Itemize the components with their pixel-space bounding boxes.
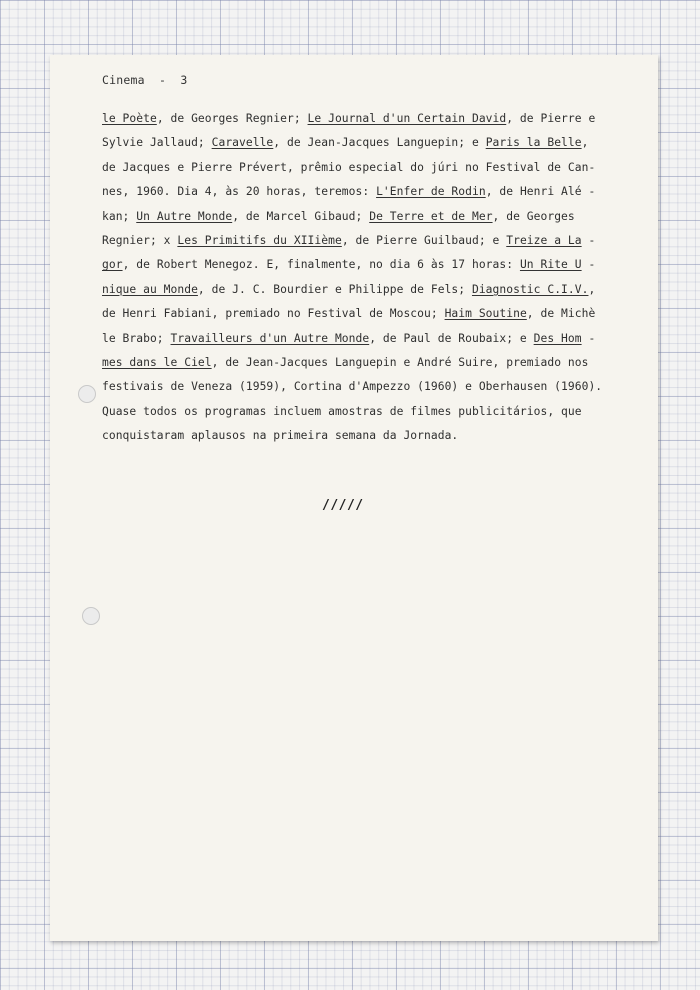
text-run: - (581, 233, 596, 247)
film-title: Les Primitifs du XIIième (177, 233, 342, 247)
text-run: kan; (102, 209, 137, 223)
text-run: le Brabo; (102, 331, 171, 345)
text-line (102, 205, 630, 229)
film-title: Caravelle (211, 136, 274, 150)
text-line (102, 375, 630, 399)
text-run: , de Jean-Jacques Languepin; e (273, 136, 486, 150)
text-run: , de Paul de Roubaix; e (369, 331, 534, 345)
film-title: Travailleurs d'un Autre Monde (170, 331, 370, 345)
text-line (102, 424, 630, 448)
text-run: Regnier; x (102, 233, 178, 247)
text-line (102, 278, 630, 302)
film-title: nique au Monde (102, 282, 198, 296)
film-title: Treize a La (506, 233, 582, 247)
text-run: conquistaram aplausos na primeira semana da Jornada. (102, 429, 459, 443)
film-title: L'Enfer de Rodin (376, 185, 486, 199)
film-title: le Poète (102, 112, 157, 125)
text-line (102, 156, 630, 180)
text-run: Sylvie Jallaud; (102, 136, 212, 150)
text-run: , (581, 136, 589, 150)
text-line (102, 327, 630, 351)
text-line (102, 302, 630, 326)
text-run: , de Michè (526, 307, 596, 321)
text-run: , de J. C. Bourdier e Philippe de Fels; (197, 282, 472, 296)
document-sheet (50, 55, 658, 941)
text-run: , de Jean-Jacques Languepin e André Suire, premiado nos (211, 355, 589, 369)
text-run: Quase todos os programas incluem amostras de filmes publicitários, que (102, 404, 582, 418)
text-run: , de Pierre Guilbaud; e (341, 233, 507, 247)
text-run: de Jacques e Pierre Prévert, prêmio especial do júri no Festival de Can- (102, 160, 596, 174)
film-title: Un Autre Monde (136, 209, 233, 223)
text-run: , de Pierre e (506, 112, 596, 125)
text-line (102, 229, 630, 253)
text-line (102, 131, 630, 155)
film-title: Le Journal d'un Certain David (307, 112, 507, 125)
page-header: Cinema - 3 (102, 73, 188, 87)
text-run: , (588, 282, 596, 296)
text-run: de Henri Fabiani, premiado no Festival de Moscou; (102, 307, 445, 321)
text-run: - (581, 258, 596, 272)
film-title: Haim Soutine (444, 307, 527, 321)
closing-marks: ///// (322, 498, 364, 513)
text-run: , de Henri Alé - (485, 185, 596, 199)
film-title: Diagnostic C.I.V. (471, 282, 589, 296)
text-run: , de Marcel Gibaud; (232, 209, 370, 223)
film-title: gor (102, 258, 123, 272)
text-run: - (581, 331, 596, 345)
film-title: Des Hom (533, 331, 582, 345)
text-line (102, 180, 630, 204)
punch-hole (78, 385, 96, 403)
film-title: mes dans le Ciel (102, 355, 212, 369)
film-title: Paris la Belle (485, 136, 582, 150)
text-run: festivais de Veneza (1959), Cortina d'Ampezzo (1960) e Oberhausen (1960). (102, 380, 603, 394)
film-title: De Terre et de Mer (369, 209, 493, 223)
text-line (102, 351, 630, 375)
text-line (102, 400, 630, 424)
film-title: Un Rite U (519, 258, 582, 272)
body-paragraph (102, 107, 630, 448)
text-run: nes, 1960. Dia 4, às 20 horas, teremos: (102, 185, 377, 199)
text-line (102, 107, 630, 131)
text-run: , de Robert Menegoz. E, finalmente, no dia 6 às 17 horas: (122, 258, 520, 272)
punch-hole (82, 607, 100, 625)
text-line (102, 253, 630, 277)
text-run: , de Georges (492, 209, 575, 223)
text-run: , de Georges Regnier; (156, 112, 308, 125)
